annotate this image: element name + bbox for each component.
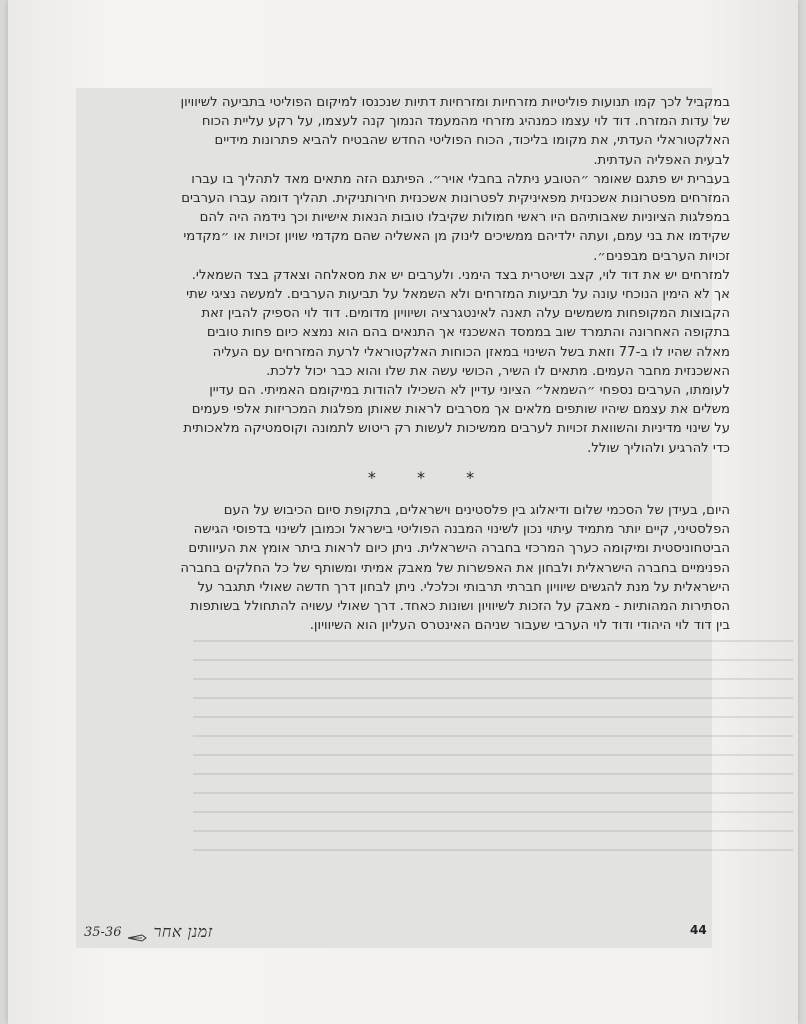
paragraph: בעברית יש פתגם שאומר ״הטובע ניתלה בחבלי אויר״. הפיתגם הזה מתאים מאד לתהליך בו עברו המזרחים מפטרונות אשכנזית מפאיניקית לפטרונות אשכנזית חירותניקית. תהליך דומה עברו הערבים במפלגות הציוניות שאבותיהם היו ראשי חמולות שקיבלו טובות הנאות אישיות וכך נידמה היה להם שקידמו את בני עמם, ועתה ילדיהם ממשיכים לינוק מן האשליה שהם מקדמי שויון זכויות או ״מקדמי זכויות הערבים מבפנים״. — [181, 171, 730, 264]
handwritten-numbers: 35-36 — [84, 924, 122, 940]
paragraph: היום, בעידן של הסכמי שלום ודיאלוג בין פלסטינים וישראלים, בתקופת סיום הכיבוש על העם הפלסטיני, קיים יותר מתמיד עיתוי נכון לשינוי המבנה הפוליטי בישראל וכמובן לשינוי בדפוסי הגישה הביטחוניסטית ומיקומה כערך המרכזי בחברה הישראלית. ניתן כיום לראות ביתר אומץ את העיוותים הפנימיים בחברה הישראלית ולבחון את האפשרות של מאבק אמיתי ומשותף של כל החלקים בחברה הישראלית על מנת להגשים שיוויון חברתי תרבותי וכלכלי. ניתן לבחון דרך חדשה שאולי תתגבר על הסתירות המהותיות - מאבק על הזכות לשיוויון ושונות כאחד. דרך שאולי עשויה להתחולל בשותפות בין דוד לוי היהודי ודוד לוי הערבי שעבור שניהם האינטרס העליון הוא השיוויון. — [180, 503, 730, 634]
paragraph: למזרחים יש את דוד לוי, קצב ושיטרית בצד הימני. ולערבים יש את מסאלחה וצאדק בצד השמאלי. אך לא הימין הנוכחי עונה על תביעות המזרחים ולא השמאל על תביעות הערבים. למעשה נציגי שתי הקבוצות המקופחות משמשים עלה תאנה לאינטגרציה ושיוויון מדומים. דוד לוי הספיק להבין זאת בתקופה האחרונה והתמרד שוב בממסד האשכנזי אך התנאים בהם הוא נמצא כיום פחות טובים מאלה שהיו לו ב-77 וזאת בשל השינוי במאזן הכוחות האלקטוראלי לרעת המזרחים עם העליה האשכנזית מחבר העמים. מתאים לו השיר, הכושי עשה את שלו והוא כבר יכול ללכת. — [186, 267, 730, 379]
paragraph: במקביל לכך קמו תנועות פוליטיות מזרחיות ומזרחיות דתיות שנכנסו למיקום הפוליטי בתביעה לשיוויון של עדות המזרח. דוד לוי עצמו כמנהיג מזרחי מהמעמד הנמוך קנה לעצמו, על רקע עליית הכוח האלקטוראלי העדתי, את מקומו בליכוד, הכוח הפוליטי החדש שהבטיח להביא פתרונות מידיים לבעית האפליה העדתית. — [180, 95, 730, 168]
show-through-text — [193, 640, 793, 870]
section-separator: * * * — [367, 468, 493, 487]
handwritten-note — [84, 922, 213, 942]
pencil-icon — [127, 928, 147, 936]
page-number: 44 — [690, 923, 707, 937]
paragraph: לעומתו, הערבים נספחי ״השמאל״ הציוני עדיין לא השכילו להודות במיקומם האמיתי. הם עדיין משלים את עצמם שיהיו שותפים מלאים אך מסרבים לראות שאותן מפלגות המכריזות אלפי פעמים על שינוי מדיניות והשוואת זכויות לערבים ממשיכות לעשות רק ריטוש לתמונה וקוסמטיקה מלאכותית כדי להרגיע ולהוליך שולל. — [183, 383, 730, 456]
handwritten-title: זמנן אחר — [153, 922, 213, 941]
article-text-bottom — [180, 501, 730, 635]
article-text-top — [178, 93, 730, 458]
